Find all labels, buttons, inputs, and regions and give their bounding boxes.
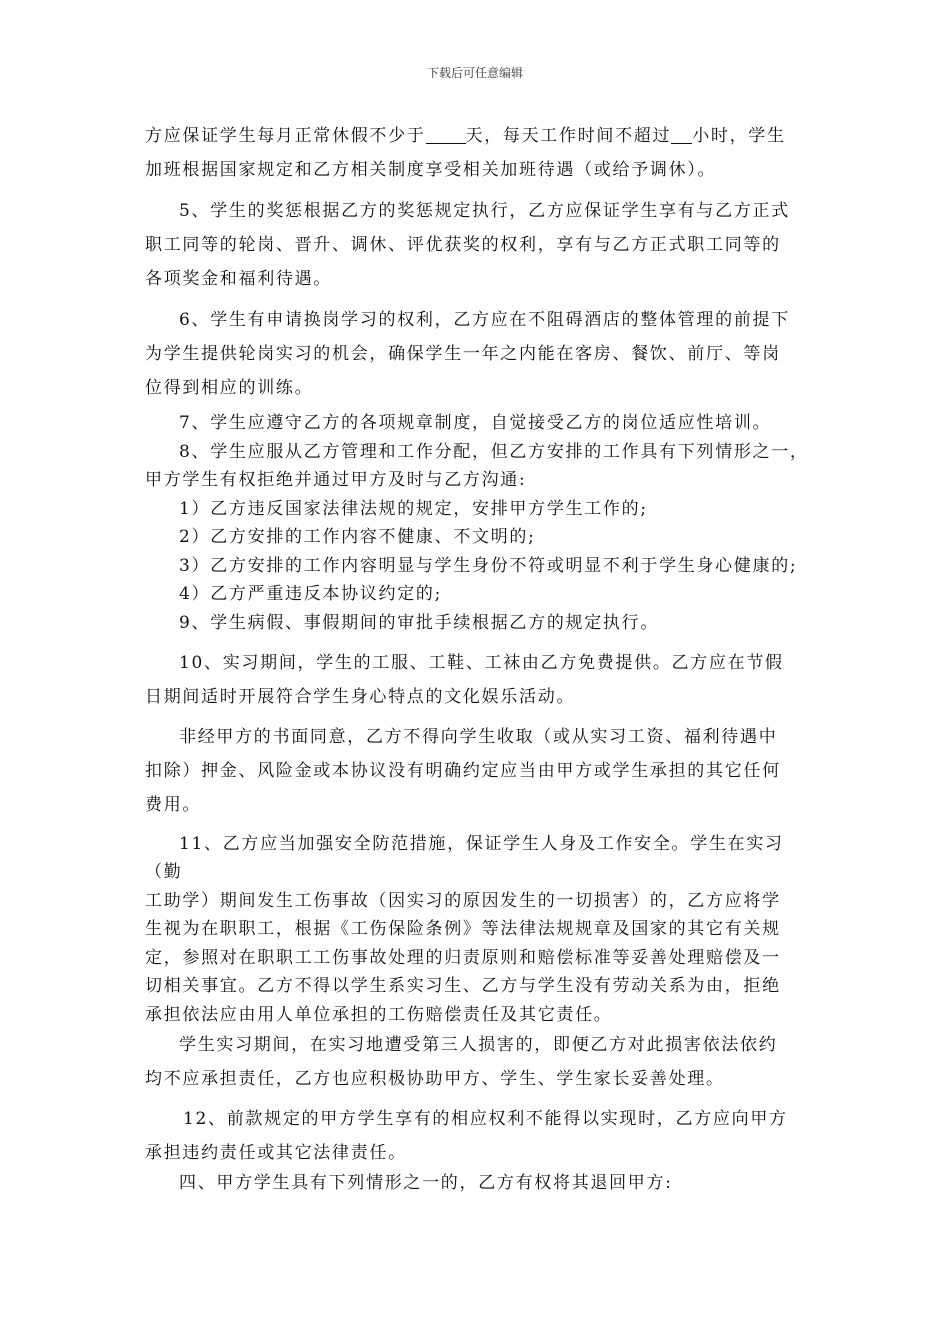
text-line: 9、学生病假、事假期间的审批手续根据乙方的规定执行。: [179, 612, 660, 633]
text-line: 12、前款规定的甲方学生享有的相应权利不能得以实现时，乙方应向甲方: [183, 1109, 788, 1129]
text-line: 切相关事宜。乙方不得以学生系实习生、乙方与学生没有劳动关系为由，拒绝: [145, 976, 781, 996]
text-line: 7、学生应遵守乙方的各项规章制度，自觉接受乙方的岗位适应性培训。: [179, 413, 772, 433]
text-line: 扣除）押金、风险金或本协议没有明确约定应当由甲方或学生承担的其它任何: [145, 761, 781, 781]
text-line: 位得到相应的训练。: [145, 378, 314, 398]
paragraph-item-12: [145, 1102, 813, 1170]
paragraph-item-6: [145, 303, 813, 405]
text-line: 工助学）期间发生工伤事故（因实习的原因发生的一切损害）的，乙方应将学: [145, 890, 781, 911]
section-heading: 四、甲方学生具有下列情形之一的，乙方有权将其退回甲方:: [179, 1173, 673, 1193]
text-line: 职工同等的轮岗、晋升、调休、评优获奖的权利，享有与乙方正式职工同等的: [145, 235, 781, 255]
list-item: 4）乙方严重违反本协议约定的;: [179, 584, 443, 604]
text-line: （勤: [145, 862, 183, 882]
text-line: 日期间适时开展符合学生身心特点的文化娱乐活动。: [145, 687, 576, 707]
text-line: 生视为在职职工，根据《工伤保险条例》等法律法规规章及国家的其它有关规: [145, 919, 781, 939]
text-line: 学生实习期间，在实习地遭受第三人损害的，即便乙方对此损害依法依约: [179, 1035, 778, 1055]
text-line: 承担依法应由用人单位承担的工伤赔偿责任及其它责任。: [145, 1004, 613, 1025]
text-line: 6、学生有申请换岗学习的权利，乙方应在不阻碍酒店的整体管理的前提下: [179, 310, 790, 330]
page-header: 下载后可任意编辑: [426, 66, 523, 80]
text-line: 甲方学生有权拒绝并通过甲方及时与乙方沟通:: [145, 470, 527, 490]
list-item: 2）乙方安排的工作内容不健康、不文明的;: [179, 527, 536, 547]
text-line: [145, 119, 813, 153]
list-item: 1）乙方违反国家法律法规的规定，安排甲方学生工作的;: [179, 498, 648, 519]
paragraph-item-10: [145, 646, 813, 714]
text-line: 均不应承担责任，乙方也应积极协助甲方、学生、学生家长妥善处理。: [145, 1069, 725, 1089]
text-line: 费用。: [145, 795, 202, 815]
text-line: 各项奖金和福利待遇。: [145, 269, 332, 289]
text-line: 5、学生的奖惩根据乙方的奖惩规定执行，乙方应保证学生享有与乙方正式: [179, 201, 790, 221]
text-line: 承担违约责任或其它法律责任。: [145, 1143, 407, 1163]
text-segment: 方应保证学生每月正常休假不少于: [145, 126, 426, 146]
paragraph-item-5: [145, 194, 813, 296]
list-item: 3）乙方安排的工作内容明显与学生身份不符或明显不利于学生身心健康的;: [179, 555, 798, 576]
paragraph-section-four: [145, 1166, 813, 1200]
paragraph-item-11-intro: [145, 827, 813, 861]
text-line: 8、学生应服从乙方管理和工作分配，但乙方安排的工作具有下列情形之一，: [179, 441, 809, 462]
paragraph-item-11: [145, 858, 813, 1029]
text-line: 定，参照对在职职工工伤事故处理的归责原则和赔偿标准等妥善处理赔偿及一: [145, 947, 781, 968]
text-line: 非经甲方的书面同意，乙方不得向学生收取（或从实习工资、福利待遇中: [179, 727, 778, 747]
text-line: 11、乙方应当加强安全防范措施，保证学生人身及工作安全。学生在实习: [179, 834, 784, 854]
text-line: 加班根据国家规定和乙方相关制度享受相关加班待遇（或给予调休）。: [145, 160, 717, 180]
text-line: 10、实习期间，学生的工服、工鞋、工袜由乙方免费提供。乙方应在节假: [179, 653, 784, 673]
text-segment: 小时，学生: [692, 126, 786, 146]
paragraph-third-party: [145, 1028, 813, 1096]
text-segment: 天，每天工作时间不超过: [465, 126, 672, 146]
paragraph-no-deposit: [145, 720, 813, 822]
paragraph-items-7-9: [145, 409, 813, 637]
blank-hours: [671, 125, 692, 144]
text-line: 为学生提供轮岗实习的机会，确保学生一年之内能在客房、餐饮、前厅、等岗: [145, 344, 781, 364]
blank-days: [426, 125, 466, 144]
paragraph-rest-hours: [145, 119, 813, 187]
